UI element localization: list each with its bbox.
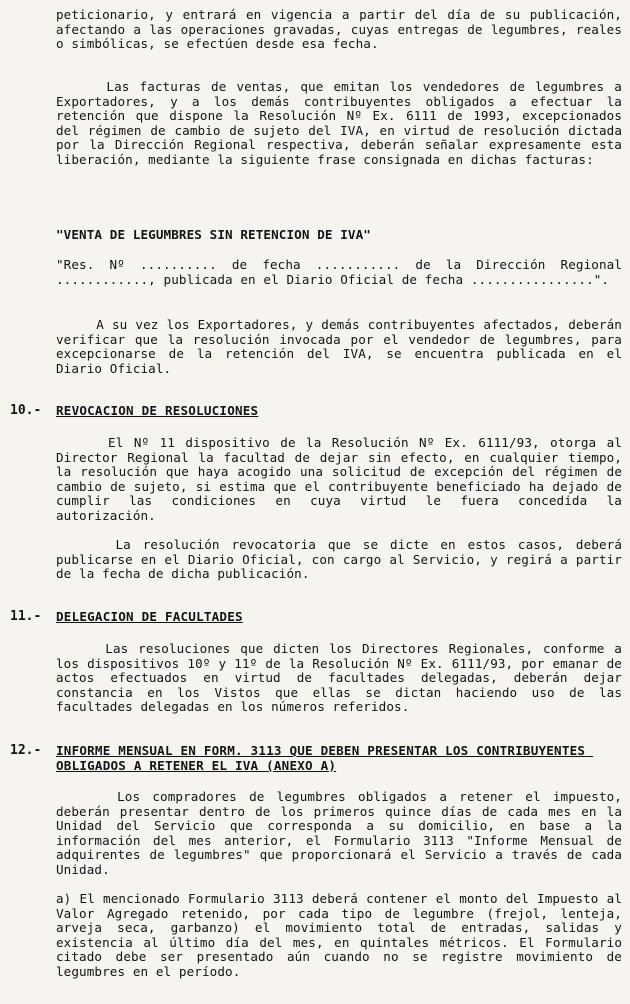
section-paragraph — [56, 435, 630, 524]
section-paragraph — [56, 641, 630, 715]
quote-title — [56, 228, 622, 243]
section-paragraph — [56, 537, 630, 582]
paragraph-text: La resolución revocatoria que se dicte en estos casos, deberá publicarse en el Diario Oficial, con cargo al Servicio, y regirá a partir de la fecha de dicha publicación. — [56, 537, 630, 582]
paragraph-invoices — [56, 79, 630, 168]
section-number: 10.- — [10, 403, 42, 418]
section-number: 11.- — [10, 609, 42, 624]
quote-title-text: "VENTA DE LEGUMBRES SIN RETENCION DE IVA" — [56, 227, 371, 242]
paragraph-continuation — [56, 7, 630, 52]
section-paragraph — [56, 789, 630, 878]
section-title: REVOCACION DE RESOLUCIONES — [56, 403, 259, 418]
paragraph-text: Las resoluciones que dicten los Directores Regionales, conforme a los dispositivos 10º y 11º de la Resolución Nº Ex. 6111/93, por emanar de actos efectuados en virtud de facultades delegadas, deberán dejar constancia en los Vistos que ellas se dictan haciendo uso de las facultades delegadas en los números referidos. — [56, 641, 630, 715]
quote-body — [56, 257, 630, 287]
paragraph-text: Los compradores de legumbres obligados a retener el impuesto, deberán presentar dentro de los primeros quince días de cada mes en la Unidad del Servicio que corresponda a su domicilio, en base a la información del mes anterior, el Formulario 3113 "Informe Mensual de adquirentes de legumbres" que proporcionará el Servicio a través de cada Unidad. — [56, 789, 630, 877]
paragraph-text: Las facturas de ventas, que emitan los vendedores de legumbres a Exportadores, y a los demás contribuyentes obligados a efectuar la retención que dispone la Resolución Nº Ex. 6111 de 1993, excepcionados del régimen de cambio de sujeto del IVA, en virtud de resolución dictada por la Dirección Regional respectiva, deberán señalar expresamente esta liberación, mediante la siguiente frase consignada en dichas facturas: — [56, 79, 630, 167]
paragraph-text: peticionario, y entrará en vigencia a partir del día de su publicación, afectando a las operaciones gravadas, cuyas entregas de legumbres, reales o simbólicas, se efectúen desde esa fecha. — [56, 7, 630, 52]
paragraph-verification — [56, 317, 630, 376]
section-number: 12.- — [10, 743, 42, 758]
paragraph-text: El Nº 11 dispositivo de la Resolución Nº Ex. 6111/93, otorga al Director Regional la facultad de dejar sin efecto, en cualquier tiempo, la resolución que haya acogido una solicitud de excepción del régimen de cambio de sujeto, si estima que el contribuyente beneficiado ha dejado de cumplir las condiciones en cuya virtud le fuera concedida la autorización. — [56, 435, 630, 523]
section-title: INFORME MENSUAL EN FORM. 3113 QUE DEBEN PRESENTAR LOS CONTRIBUYENTES OBLIGADOS A RETENER EL IVA (ANEXO A) — [56, 743, 593, 773]
section-title: DELEGACION DE FACULTADES — [56, 609, 243, 624]
quote-body-text: "Res. Nº .......... de fecha ........... de la Dirección Regional ............, publicada en el Diario Oficial de fecha ................". — [56, 257, 630, 287]
section-list-item — [56, 891, 630, 980]
paragraph-text: a) El mencionado Formulario 3113 deberá contener el monto del Impuesto al Valor Agregado retenido, por cada tipo de legumbre (frejol, lenteja, arveja seca, garbanzo) el movimiento total de entradas, salidas y existencia al último día del mes, en quintales métricos. El Formulario citado debe ser presentado aún cuando no se registre movimiento de legumbres en el período. — [56, 891, 630, 979]
paragraph-text: A su vez los Exportadores, y demás contribuyentes afectados, deberán verificar que la resolución invocada por el vendedor de legumbres, para excepcionarse de la retención del IVA, se encuentra publicada en el Diario Oficial. — [56, 317, 630, 376]
